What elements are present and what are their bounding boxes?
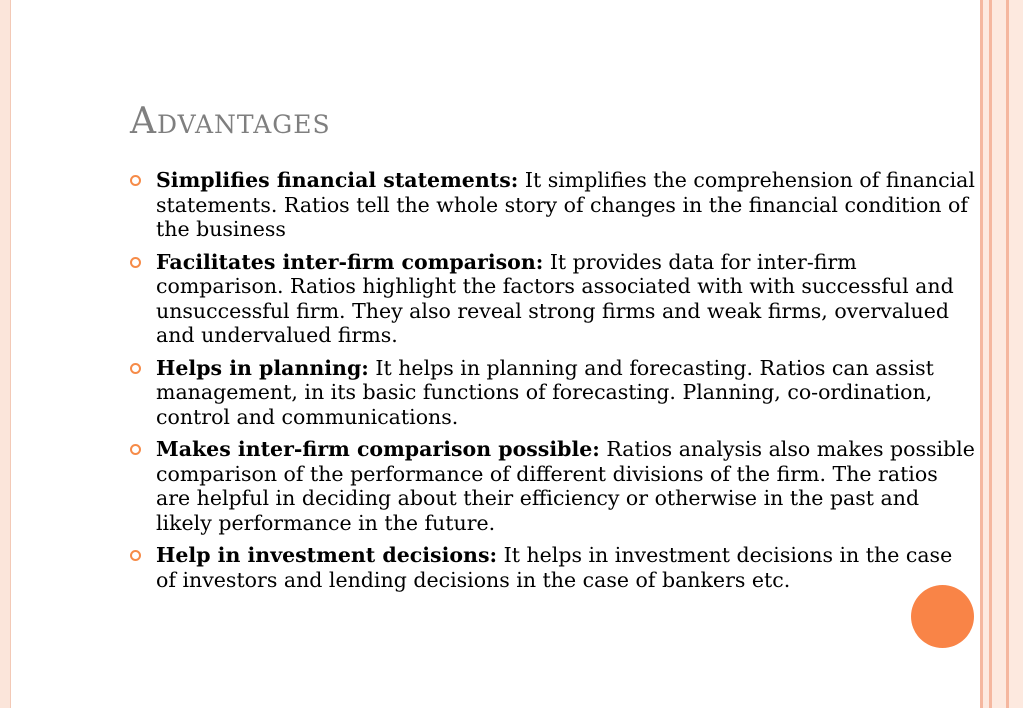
bullet-item [128,356,978,430]
bullet-text: It helps in planning and forecasting. Ratios can assist management, in its basic functions of forecasting. Planning, co-ordination, control and communications. [156,355,934,429]
bullet-circle-icon [130,175,141,186]
bullet-text: Ratios analysis also makes possible comparison of the performance of different divisions of the firm. The ratios are helpful in deciding about their efficiency or otherwise in the past and likely performance in the future. [156,437,975,535]
bullet-lead: Helps in planning: [156,355,369,380]
bullet-list [128,168,978,600]
left-border [0,0,11,708]
bullet-circle-icon [130,257,141,268]
right-border-stripes [976,0,1023,708]
bullet-item [128,437,978,535]
bullet-text: It simplifies the comprehension of financial statements. Ratios tell the whole story of changes in the financial condition of the business [156,168,975,241]
bullet-circle-icon [130,363,141,374]
slide-title: Advantages [130,101,331,142]
bullet-text: It provides data for inter-firm comparison. Ratios highlight the factors associated with with successful and unsuccessful firm. They also reveal strong firms and weak firms, overvalued and undervalued firms. [156,249,954,347]
bullet-lead: Simplifies financial statements: [156,168,519,192]
bullet-item [128,168,978,242]
bullet-item [128,250,978,348]
bullet-circle-icon [130,444,141,455]
decorative-orange-circle [911,585,974,648]
bullet-circle-icon [130,550,141,561]
bullet-item [128,543,978,592]
bullet-lead: Makes inter-firm comparison possible: [156,437,600,461]
bullet-lead: Facilitates inter-firm comparison: [156,249,544,274]
bullet-text: It helps in investment decisions in the case of investors and lending decisions in the case of bankers etc. [156,543,953,592]
bullet-lead: Help in investment decisions: [156,543,498,567]
